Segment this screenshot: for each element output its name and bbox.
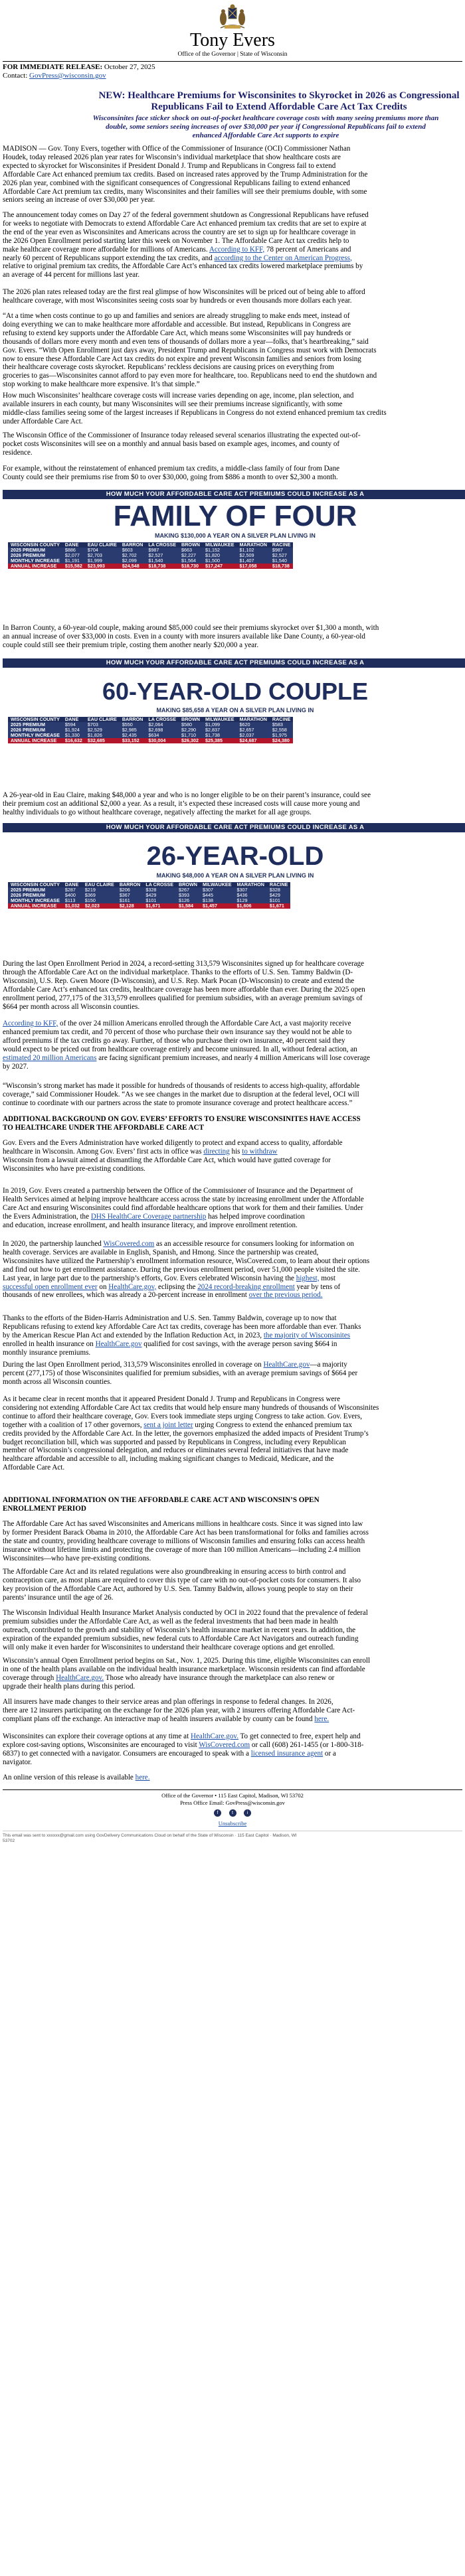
footer-press-email: Press Office Email: GovPress@wisconsin.gov [180, 1799, 285, 1806]
subheadline-line-1: Wisconsinites face sticker shock on out-of-pocket healthcare coverage costs with many seeing premiums more than [92, 114, 439, 122]
wiscovered-link-2[interactable]: WisCovered.com [199, 1740, 250, 1749]
successful-open-enrollment-link[interactable]: successful open enrollment ever [3, 1282, 98, 1291]
figure-family-of-four [3, 490, 465, 607]
directing-link[interactable]: directing [203, 1147, 230, 1156]
highest-link[interactable]: highest, [296, 1274, 320, 1282]
subheadline-line-2: double, some seniors seeing increases of over $30,000 per year if Congressional Republicans fail to extend [106, 123, 426, 131]
paragraph-family-example: For example, without the reinstatement of enhanced premium tax credits, a middle-class family of four from Dane County could see their premiums rise from $0 to over $30,000, going from $886 a month to over $2,300 a month. [3, 465, 340, 481]
facebook-icon[interactable]: f [214, 1809, 221, 1817]
paragraph-market-analysis: The Wisconsin Individual Health Insurance Market Analysis conducted by OCI in 2022 found that the prevalence of federal premium subsidies under the Affordable Care Act, as well as the federal investments that had been made in health outreach, contributed to the growth and stability of Wisconsin’s health insurance market in recent years. In addition, the expiration of the expanded premium subsidies, new federal cuts to Affordable Care Act Navigators and outreach funding will only make it even harder for Wisconsinites to understand their healthcare coverage options and get enrolled. [3, 1609, 368, 1651]
kff-link[interactable]: According to KFF, [209, 245, 265, 254]
twitter-icon[interactable]: t [229, 1809, 236, 1817]
paragraph-open-enrollment: Wisconsin’s annual Open Enrollment period begins on Sat., Nov. 1, 2025. During this time, eligible Wisconsinites can enroll in one of the health plans available on the individual health insurance marketplace. Wisconsin residents can find affordable coverage through HealthCare.gov. Those who already have insurance through the marketplace can also renew or upgrade their health plans during this period. [3, 1657, 371, 1691]
subheadline-line-3: enhanced Affordable Care Act supports to expire [192, 131, 339, 139]
previous-period-link[interactable]: over the previous period. [248, 1291, 323, 1300]
paragraph-partnership-2019: In 2019, Gov. Evers created a partnership between the Office of the Commissioner of Insurance and the Department of Health Services aimed at helping improve healthcare access across the state by increasing enrollment under the Affordable Care Act and ensuring Wisconsinites could find affordable healthcare options that work for them and their families. Under the Evers Administration, the DHS HealthCare Coverage partnership has helped improve coordination and education, increase enrollment, and health insurance literacy, and improve enrollment retention. [3, 1187, 364, 1229]
table-header-row: WISCONSIN COUNTY DANE EAU CLAIRE BARRON LA CROSSE BROWN MILWAUKEE MARATHON RACINE [8, 542, 293, 548]
figure-subtitle: MAKING $130,000 A YEAR ON A SILVER PLAN LIVING IN [155, 532, 316, 539]
section-heading-aca-info: ADDITIONAL INFORMATION ON THE AFFORDABLE CARE ACT AND WISCONSIN’S OPEN ENROLLMENT PERIOD [3, 1496, 320, 1513]
headline-line-2: Republicans Fail to Extend Affordable Care Act Tax Credits [151, 102, 407, 112]
header [0, 0, 465, 61]
kff-link-2[interactable]: According to KFF, [3, 1020, 58, 1027]
table-row-annual-increase: ANNUAL INCREASE $15,582 $23,993 $24,548 $18,738 $18,730 $17,247 $17,058 $18,738 [8, 564, 293, 569]
online-version-link[interactable]: here. [135, 1774, 150, 1781]
table-row: 2025 PREMIUM $886 $704 $603 $987 $663 $1,152 $1,102 $987 [8, 548, 293, 553]
table-header-row: WISCONSIN COUNTY DANE EAU CLAIRE BARRON LA CROSSE BROWN MILWAUKEE MARATHON RACINE [8, 717, 293, 722]
premium-table [8, 542, 293, 569]
majority-of-wisconsinites-link[interactable]: the majority of Wisconsinites [263, 1331, 351, 1339]
figure-title: 60-YEAR-OLD COUPLE [102, 678, 369, 705]
healthcare-gov-link-2[interactable]: HealthCare.gov [95, 1339, 142, 1348]
paragraph-evers-efforts: Gov. Evers and the Evers Administration have worked diligently to protect and expand access to quality, affordable healthcare in Wisconsin. Among Gov. Evers’ first acts in office was directing his to withdraw Wisconsin from a lawsuit aimed at dismantling the Affordable Care Act, which would have gutted coverage for Wisconsinites who have pre-existing conditions. [3, 1139, 343, 1173]
paragraph-insurers: All insurers have made changes to their service areas and plan offerings in response to federal changes. In 2026, there are 12 insurers participating on the exchange for the 2026 plan year, with 2 insurers offering Affordable Care Act- compliant plans off the exchange. An interactive map of health insurers available by county can be found here. [3, 1698, 355, 1723]
paragraph-last-enrollment: During the last Open Enrollment period, 313,579 Wisconsinites enrolled in coverage on HealthCare.gov—a majority percent (277,175) of those Wisconsinites qualified for premium subsidies, with an average premium savings of $664 per month across all Wisconsin counties. [3, 1361, 358, 1386]
governor-quote: “At a time when costs continue to go up and families and seniors are already struggling to make ends meet, instead of doing everything we can to make healthcare more affordable and accessible. But instead, Republicans in Congress are refusing to extend key supports under the Affordable Care Act, which means some Wisconsinites will pay hundreds or thousands of dollars more every month and even tens of thousands of dollars more a year—folks, that’s heartbreaking,” said Gov. Evers. “With Open Enrollment just days away, President Trump and Republicans in Congress must work with Democrats now to ensure these Affordable Care Act tax credits do not expire and prevent Wisconsin families and seniors from losing their healthcare coverage costs skyrocket. Republicans’ reckless decisions are causing prices on everything from groceries to gas—Wisconsinites cannot afford to pay even more for healthcare, too. Republicans need to end the shutdown and stop working to make healthcare more expensive. It’s that simple.” [3, 312, 377, 389]
figure-subtitle: MAKING $85,658 A YEAR ON A SILVER PLAN LIVING IN [156, 707, 314, 714]
dhs-partnership-link[interactable]: DHS HealthCare Coverage partnership [90, 1212, 207, 1221]
social-icons [214, 1809, 251, 1817]
release-label: FOR IMMEDIATE RELEASE: [3, 63, 103, 71]
paragraph-intro: MADISON — Gov. Tony Evers, together with Office of the Commissioner of Insurance (OCI) Commissioner Nathan Houdek, today released 2026 plan year rates for Wisconsin’s individual marketplace that show healthcare costs are expected to skyrocket for Wisconsinites if President Donald J. Trump and Republicans in Congress fail to extend Affordable Care Act enhanced premium tax credits. Based on increased rates approved by the Trump Administration for the 2026 plan year, combined with the significant consequences of Congressional Republicans failing to extend enhanced Affordable Care Act premium tax credits, many Wisconsinites and their families will see their premiums double, with some seniors seeing an increase of over $30,000 per year. [3, 145, 368, 204]
figure-title: 26-YEAR-OLD [146, 842, 324, 871]
paragraph-joint-letter: As it became clear in recent months that it appeared President Donald J. Trump and Republicans in Congress were considering not extending Affordable Care Act tax credits that would help ensure many hundreds of thousands of Wisconsinites continue to afford their healthcare coverage, Gov. Evers took immediate steps urging Congress to take action. Gov. Evers, together with a coalition of 17 other governors, sent a joint letter urging Congress to extend the enhanced premium tax credits provided by the Affordable Care Act. In the letter, the governors emphasized the added impacts of President Trump’s budget reconciliation bill, which was supported and passed by Republicans in Congress, including every Republican member of Wisconsin’s congressional delegation, and reduces or eliminates several federal initiatives that have made healthcare affordable and accessible to all, including making significant changes to Medicaid, Medicare, and the Affordable Care Act. [3, 1395, 379, 1472]
figure-banner: HOW MUCH YOUR AFFORDABLE CARE ACT PREMIUMS COULD INCREASE AS A [3, 658, 465, 668]
table-row: 2026 PREMIUM $2,077 $2,703 $2,702 $2,527 $2,227 $1,820 $2,509 $2,527 [8, 553, 293, 558]
footer-address: Office of the Governor • 115 East Capitol, Madison, WI 53702 [161, 1792, 304, 1799]
licensed-agent-link[interactable]: licensed insurance agent [250, 1749, 324, 1758]
paragraph-biden-harris: Thanks to the efforts of the Biden-Harris Administration and U.S. Sen. Tammy Baldwin, coverage up to now that Republicans refusing to extend key Affordable Care Act tax credits, coverage has been more affordable than ever. Thanks by the American Rescue Plan Act and extended by the Inflation Reduction Act, in 2023, the majority of Wisconsinites enrolled in health insurance on HealthCare.gov qualified for cost savings, with the average person saving $664 in monthly insurance premiums. [3, 1314, 361, 1357]
wisconsin-seal-icon [213, 3, 252, 32]
contact-line [3, 72, 106, 80]
instagram-icon[interactable]: i [244, 1809, 251, 1817]
record-breaking-enrollment-link[interactable]: 2024 record-breaking enrollment [197, 1282, 295, 1291]
paragraph-kff-survey: According to KFF, of the over 24 million Americans enrolled through the Affordable Care Act, a vast majority receive enhanced premium tax credit, and 70 percent of those who purchase their own insurance say they would not be able to afford premiums if the tax credits go away. Further, of those who purchase their own insurance, 40 percent said they would expect to be priced out from healthcare coverage entirely and become uninsured. In all, without federal action, an estimated 20 million Americans are facing significant premium increases, and nearly 4 million Americans will lose coverage by 2027. [3, 1020, 370, 1071]
premium-table [8, 882, 290, 909]
table-row: MONTHLY INCREASE $1,330 $1,826 $2,435 $634 $1,710 $1,738 $2,037 $1,975 [8, 733, 293, 738]
table-row: 2025 PREMIUM $594 $703 $550 $2,064 $580 $1,099 $620 $583 [8, 722, 293, 727]
paragraph-oci-scenarios: The Wisconsin Office of the Commissioner of Insurance today released several scenarios illustrating the expected out-of- pocket costs Wisconsinites will see on a monthly and annual basis based on example ages, incomes, and county of residence. [3, 431, 361, 457]
figure-26-year-old [3, 823, 465, 940]
paragraph-cost-varies: How much Wisconsinites’ healthcare coverage costs will increase varies depending on age, income, plan selection, and available insurers in each county, but many Wisconsinites will see their premiums increase significantly, with some middle-class families seeing some of the largest increases if Republicans in Congress do not extend enhanced premium tax credits under Affordable Care Act. [3, 392, 387, 425]
paragraph-explore-options: Wisconsinites can explore their coverage options at any time at HealthCare.gov. To get connected to free, expert help and explore cost-saving options, Wisconsinites are encouraged to visit WisCovered.com or call (608) 261-1455 (or 1-800-318- 6837) to get connected with a navigator. Consumers are encouraged to speak with a licensed insurance agent or a navigator. [3, 1732, 364, 1766]
release-date: October 27, 2025 [104, 63, 155, 71]
table-row: MONTHLY INCREASE $1,191 $1,999 $2,099 $1,540 $1,564 $1,500 $1,407 $1,540 [8, 558, 293, 564]
insurer-map-link[interactable]: here. [314, 1714, 329, 1723]
table-row: MONTHLY INCREASE $113 $150 $161 $101 $126 $138 $129 $101 [8, 898, 290, 903]
paragraph-barron-county: In Barron County, a 60-year-old couple, making around $85,000 could see their premiums skyrocket over $1,300 a month, with an annual increase of over $33,000 in costs. Even in a county with more insurers available like Dane County, a 60-year-old couple could still see their premium triple, costing them another nearly $20,000 a year. [3, 624, 379, 649]
figure-title: FAMILY OF FOUR [113, 500, 357, 532]
premium-table [8, 717, 293, 743]
figure-subtitle: MAKING $48,000 A YEAR ON A SILVER PLAN LIVING IN [156, 872, 314, 879]
figure-60-year-old-couple [3, 658, 465, 775]
unsubscribe-link[interactable]: Unsubscribe [218, 1820, 247, 1827]
paragraph-wiscovered: In 2020, the partnership launched WisCovered.com as an accessible resource for consumers looking for information on health coverage. Services are available in English, Spanish, and Hmong. Since the partnership was created, Wisconsinites have utilized the Partnership’s enrollment information resource, WisCovered.com, to learn about their options and find out how to get enrollment assistance. During the previous enrollment period, over 51,000 people visited the site. Last year, in large part due to the partnership’s efforts, Gov. Evers celebrated Wisconsin having the highest, most successful open enrollment ever on HealthCare.gov, eclipsing the 2024 record-breaking enrollment year by tens of thousands of new enrollees, which was already a 20-percent increase in enrollment over the previous period. [3, 1240, 370, 1300]
wiscovered-link[interactable]: WisCovered.com [103, 1240, 155, 1248]
section-heading-background: ADDITIONAL BACKGROUND ON GOV. EVERS’ EFFORTS TO ENSURE WISCONSINITES HAVE ACCESS TO HEALTHCARE UNDER THE AFFORDABLE CARE ACT [3, 1115, 361, 1132]
healthcare-gov-link[interactable]: HealthCare.gov, [108, 1282, 157, 1291]
table-row-annual-increase: ANNUAL INCREASE $1,032 $2,023 $2,128 $1,671 $1,584 $1,457 $1,606 $1,671 [8, 903, 290, 909]
paragraph-enrollment-record: During the last Open Enrollment Period in 2024, a record-setting 313,579 Wisconsinites signed up for healthcare coverage through the Affordable Care Act on the individual marketplace. Thanks to the efforts of U.S. Sen. Tammy Baldwin (D- Wisconsin), U.S. Rep. Gwen Moore (D-Wisconsin), and U.S. Rep. Mark Pocan (D-Wisconsin) to create and extend the Affordable Care Act’s enhanced tax credits, healthcare coverage has been more affordable than ever. During the 2025 open enrollment period, 277,175 of the 313,579 enrollees qualified for premium subsidies, with an average premium savings of $664 per month across all Wisconsin counties. [3, 960, 365, 1011]
healthcare-gov-link-4[interactable]: HealthCare.gov. [56, 1673, 104, 1682]
healthcare-gov-link-5[interactable]: HealthCare.gov. [190, 1732, 238, 1740]
headline-line-1: NEW: Healthcare Premiums for Wisconsinites to Skyrocket in 2026 as Congressional [98, 90, 460, 101]
figure-banner: HOW MUCH YOUR AFFORDABLE CARE ACT PREMIUMS COULD INCREASE AS A [3, 490, 465, 499]
table-row: 2025 PREMIUM $287 $219 $206 $328 $267 $307 $307 $328 [8, 887, 290, 893]
paragraph-rates: The 2026 plan rates released today are the first real glimpse of how Wisconsinites will be priced out of being able to afford healthcare coverage, with most Wisconsinites seeing costs soar by hundreds or even thousands more dollars each year. [3, 288, 365, 305]
table-row: 2026 PREMIUM $400 $369 $367 $429 $393 $445 $436 $429 [8, 893, 290, 898]
american-progress-link[interactable]: according to the Center on American Progress, [214, 254, 352, 262]
header-divider [3, 61, 462, 62]
governor-name: Tony Evers [190, 30, 275, 50]
table-row: 2026 PREMIUM $1,924 $2,529 $2,985 $2,698 $2,290 $2,837 $2,657 $2,558 [8, 727, 293, 733]
table-header-row: WISCONSIN COUNTY DANE EAU CLAIRE BARRON LA CROSSE BROWN MILWAUKEE MARATHON RACINE [8, 882, 290, 887]
contact-email-link[interactable]: GovPress@wisconsin.gov [29, 72, 106, 80]
paragraph-shutdown: The announcement today comes on Day 27 of the federal government shutdown as Congressional Republicans have refused for weeks to negotiate with Democrats to extend Affordable Care Act enhanced premium tax credits that are set to expire at the end of the year even as Wisconsinites and Americans across the country are set to sign up for healthcare coverage in the 2026 Open Enrollment period starting later this week on November 1. The Affordable Care Act tax credits help to make healthcare coverage more affordable for millions of Americans. According to KFF, 78 percent of Americans and nearly 60 percent of Republicans support extending the tax credits, and according to the Center on American Progress, relative to original premium tax credits, the Affordable Care Act’s enhanced tax credits lowered marketplace premiums by an average of 44 percent for millions last year. [3, 211, 369, 279]
office-line: Office of the Governor | State of Wisconsin [177, 51, 288, 58]
figure-banner: HOW MUCH YOUR AFFORDABLE CARE ACT PREMIUMS COULD INCREASE AS A [3, 823, 465, 832]
withdraw-link[interactable]: to withdraw [242, 1147, 278, 1156]
joint-letter-link[interactable]: sent a joint letter [143, 1420, 193, 1429]
estimated-20-million-link[interactable]: estimated 20 million Americans [3, 1053, 97, 1062]
footer-divider [3, 1789, 462, 1790]
fine-print: This email was sent to xxxxxx@gmail.com using GovDelivery Communications Cloud on behalf of the State of Wisconsin · 115 East Capitol · Madison, WI 53702 [3, 1833, 297, 1843]
release-line [3, 63, 155, 72]
healthcare-gov-link-3[interactable]: HealthCare.gov [263, 1361, 310, 1369]
paragraph-birth-control: The Affordable Care Act and its related regulations were also groundbreaking in ensuring access to birth control and contraception care, as most plans are required to cover this type of care with no out-of-pocket costs for consumers. It also key provision of the Affordable Care Act, authored by U.S. Sen. Tammy Baldwin, allows young people to stay on their parents’ insurance until the age of 26. [3, 1568, 361, 1602]
commissioner-quote: “Wisconsin’s strong market has made it possible for hundreds of thousands of residents to access high-quality, affordable coverage,” said Commissioner Houdek. “As we see changes in the market due to disruption at the federal level, OCI will continue to coordinate with our partners across the state to promote insurance coverage and protect healthcare access.” [3, 1082, 360, 1107]
paragraph-eau-claire: A 26-year-old in Eau Claire, making $48,000 a year and who is no longer eligible to be on their parent’s insurance, could see their premium cost an additional $2,000 a year. As a result, it’s expected these increased costs will cause more young and healthy individuals to go without healthcare coverage, negatively affecting the market for all age groups. [3, 791, 371, 816]
table-row-annual-increase: ANNUAL INCREASE $16,632 $32,685 $33,152 $30,004 $26,302 $25,385 $24,687 $24,380 [8, 738, 293, 743]
paragraph-aca-saved: The Affordable Care Act has saved Wisconsinites and Americans millions in healthcare costs. Since it was signed into law by former President Barack Obama in 2010, the Affordable Care Act has been transformational for folks and families across the state and country, providing healthcare coverage to millions of Wisconsin families and ensuring folks can access health insurance without lifetime limits and protecting the coverage of more than 100 million Americans—including 2.4 million Wisconsinites—who have pre-existing conditions. [3, 1520, 369, 1562]
paragraph-online-version: An online version of this release is available here. [3, 1774, 150, 1781]
contact-label: Contact: [3, 72, 28, 80]
